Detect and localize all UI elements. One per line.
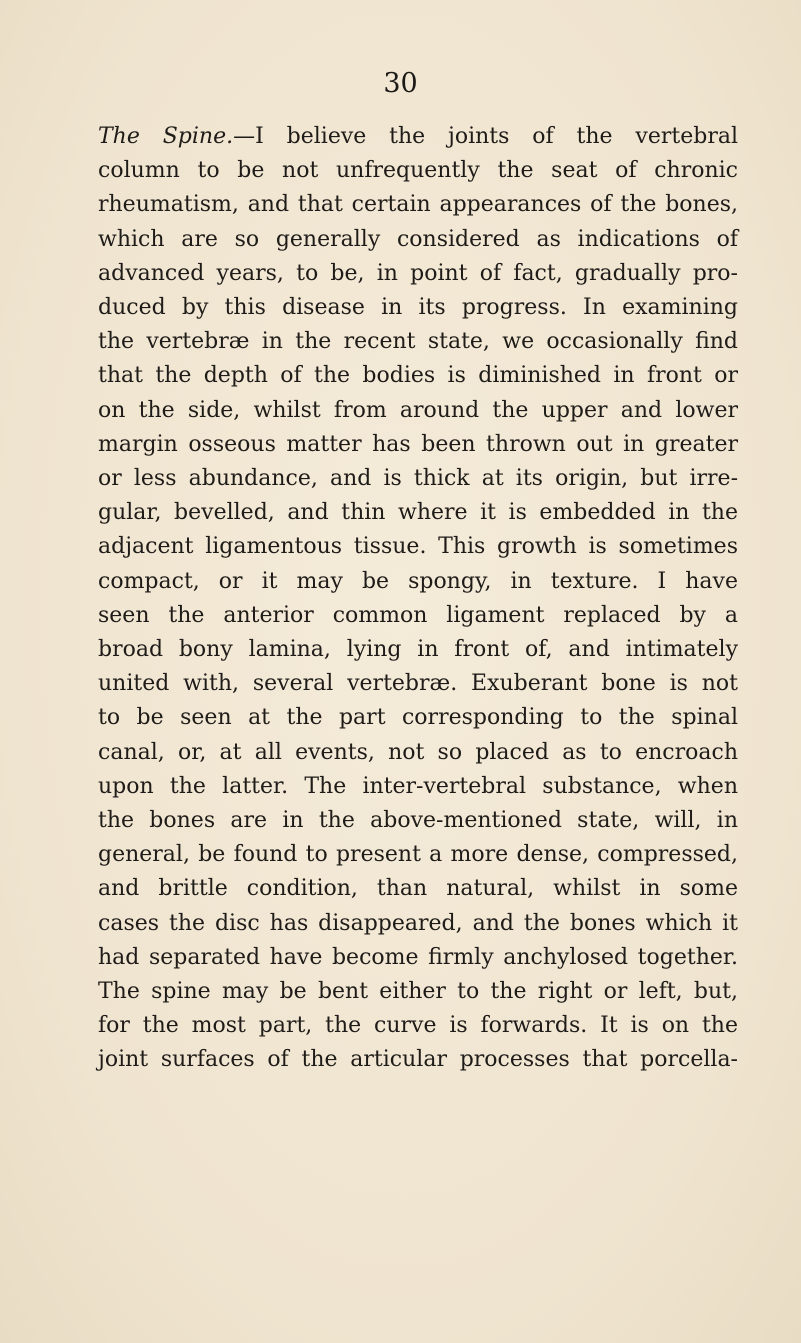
text-line: the bones are in the above-mentioned state, will, in	[98, 808, 738, 833]
page-number: 30	[383, 68, 418, 99]
text-line: adjacent ligamentous tissue. This growth is sometimes	[98, 534, 738, 560]
section-heading: The Spine.	[98, 124, 234, 149]
text-line: joint surfaces of the articular processes that porcella-	[98, 1047, 738, 1073]
text-line: advanced years, to be, in point of fact, gradually pro-	[98, 260, 738, 286]
text-line: for the most part, the curve is forwards. It is on the	[98, 1013, 738, 1039]
text-line: broad bony lamina, lying in front of, and intimately	[98, 637, 738, 662]
text-line: column to be not unfrequently the seat of chronic	[98, 158, 738, 184]
text-line: rheumatism, and that certain appearances of the bones,	[98, 192, 738, 218]
text-line: canal, or, at all events, not so placed as to encroach	[98, 739, 738, 765]
text-line: which are so generally considered as indications of	[98, 226, 738, 252]
text-line	[98, 120, 738, 154]
text-line-content: —I believe the joints of the vertebral	[233, 124, 738, 149]
text-line: had separated have become firmly anchylosed together.	[98, 944, 738, 970]
text-line: margin osseous matter has been thrown out in greater	[98, 431, 738, 457]
text-line: The spine may be bent either to the right or left, but,	[98, 979, 738, 1004]
text-line: united with, several vertebræ. Exuberant bone is not	[98, 671, 738, 697]
text-line: and brittle condition, than natural, whilst in some	[98, 876, 738, 902]
text-line: or less abundance, and is thick at its origin, but irre-	[98, 466, 738, 491]
text-line: compact, or it may be spongy, in texture. I have	[98, 568, 738, 594]
text-line: on the side, whilst from around the upper and lower	[98, 397, 738, 423]
text-line: to be seen at the part corresponding to the spinal	[98, 705, 738, 731]
text-line: seen the anterior common ligament replaced by a	[98, 602, 738, 628]
text-line: gular, bevelled, and thin where it is embedded in the	[98, 500, 738, 526]
text-line: duced by this disease in its progress. In examining	[98, 295, 738, 320]
text-line: upon the latter. The inter-vertebral substance, when	[98, 773, 738, 799]
text-line: the vertebræ in the recent state, we occasionally find	[98, 329, 738, 355]
text-line: general, be found to present a more dense, compressed,	[98, 842, 738, 868]
text-line: cases the disc has disappeared, and the bones which it	[98, 910, 738, 936]
text-line: that the depth of the bodies is diminished in front or	[98, 363, 738, 389]
